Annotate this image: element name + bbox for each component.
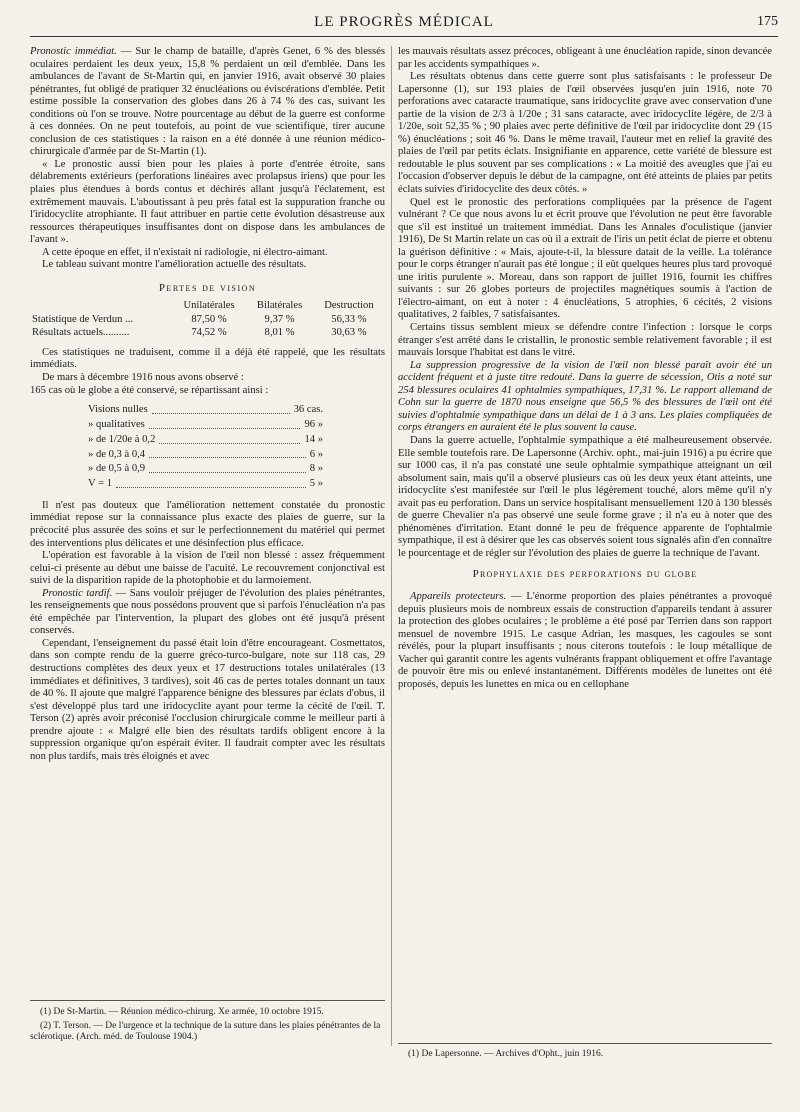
table-header: Destruction bbox=[324, 300, 374, 312]
paragraph-text: — Sans vouloir préjuger de l'évolution des plaies pénétrantes, les renseignements que nous possédons prouvent que si parfois l'énucléation n'a pas été empêchée par l'intervention, la plupart des globes ont été jusqu'à présent conservés. bbox=[30, 587, 385, 637]
list-value: 5 » bbox=[309, 478, 323, 490]
paragraph: Cependant, l'enseignement du passé était loin d'être encourageant. Cosmettatos, dans son compte rendu de la guerre gréco-turco-bulgare, note sur 118 cas, 29 destructions complètes des deux yeux et 17 destructions totales unilatérales (13 immédiates et définitives, 3 tardives), soit 46 cas de pertes totales donnant un taux de 40 %. Il ajoute que malgré l'apparence bénigne des blessures par éclats d'obus, il s'est développé plus tard une iridocyclite ayant pour terme la cécité de l'œil. T. Terson (2) après avoir préconisé l'occlusion chirurgicale comme le meilleur parti à prendre ajoute : « Malgré elle bien des résultats tardifs obligent encore à la suppression organique qu'on espérait éviter. Il faudrait compter avec les résultats non plus tardifs, mais très éloignés et avec bbox=[30, 637, 385, 762]
paragraph: Ces statistiques ne traduisent, comme il a déjà été rappelé, que les résultats immédiats. bbox=[30, 346, 385, 371]
paragraph: A cette époque en effet, il n'existait ni radiologie, ni électro-aimant. bbox=[42, 246, 328, 258]
list-item bbox=[88, 462, 323, 477]
leader-dots bbox=[159, 433, 300, 444]
list-value: 6 » bbox=[309, 448, 323, 460]
footnotes-left bbox=[30, 1000, 385, 1046]
paragraph bbox=[398, 591, 772, 691]
vision-loss-table bbox=[30, 300, 385, 339]
run-in-heading: Pronostic tardif. bbox=[42, 587, 113, 599]
footnote: (1) De St-Martin. — Réunion médico-chirurg. Xe armée, 10 octobre 1915. bbox=[40, 1007, 324, 1017]
page-number: 175 bbox=[757, 14, 778, 29]
leader-dots bbox=[152, 403, 290, 414]
column-divider bbox=[391, 46, 392, 1046]
paragraph: Dans la guerre actuelle, l'ophtalmie sympathique a été malheureusement observée. Elle semble toutefois rare. De Lapersonne (Archiv. opht., mai-juin 1916) a pu écrire que sur 1000 cas, il n'a pas constaté une seule ophtalmie sympathique atteignant un œil absolument sain, mais qu'il a observé plusieurs cas où les deux yeux étant atteints, une iridocyclite s'est manifestée sur l'œil le plus légèrement touché, alors même qu'il n'y avait pas eu perforation. Dans un service hospitalisant mensuellement 120 à 130 blessés de guerre Chevalier n'a pas observé une seule forme grave ; il n'a eu à noter que des phénomènes d'irritation. Etant donné le peu de fréquence apparente de l'ophtalmie sympathique, il est à désirer que les cas observés soient tous signalés afin d'en connaître le pourcentage et de régler sur l'évolution des plaies de guerre la technique de l'avant. bbox=[398, 434, 772, 559]
table-cell: 9,37 % bbox=[264, 313, 295, 325]
list-label: » de 0,5 à 0,9 bbox=[88, 463, 146, 475]
paragraph: L'opération est favorable à la vision de l'œil non blessé : assez fréquemment celui-ci présente au début une baisse de l'acuité. Le recouvrement conjonctival est suivi de la disparition rapide de la photophobie et du larmoiement. bbox=[30, 550, 385, 587]
paragraph: Quel est le pronostic des perforations compliquées par la présence de l'agent vulnérant ? Ce que nous avons lu et écrit prouve que l'évolution ne peut être favorable que s'il est institué un traitement immédiat. Dans les Annales d'oculistique (janvier 1916), De St Martin relate un cas où il a extrait de l'iris un petit éclat de pierre et obtenu la guérison définitive : « Mais, ajoute-t-il, la blessure datait de la veille. La tolérance pour le corps étranger n'aurait pas été longue ; il eût quelques heures plus tard provoqué une iritis purulente ». Moreau, dans son rapport de juillet 1916, fournit les chiffres suivants : sur 26 globes porteurs de projectiles magnétiques soumis à l'action de l'électro-aimant, on eut à noter : 4 énucléations, 5 atrophies, 6 cécités, 2 visions qualitatives, 2 faibles, 7 satisfaisantes. bbox=[398, 196, 772, 321]
paragraph: De mars à décembre 1916 nous avons observé : bbox=[42, 372, 244, 384]
list-label: » de 0,3 à 0,4 bbox=[88, 448, 146, 460]
paragraph: « Le pronostic aussi bien pour les plaies à porte d'entrée étroite, sans délabrements extérieurs (perforations linéaires avec prolapsus iriens) que pour les plaies plus étendues à bords contus et déchirés allant jusqu'à l'éclatement, est extrêmement mauvais. L'aboutissant à peu près fatal est la suppuration franche ou l'iridocyclite atrophiante. Il faut attribuer en partie cette évolution désastreuse aux ressources thérapeutiques insuffisantes dont on dispose dans les ambulances de l'avant ». bbox=[30, 158, 385, 246]
list-value: 14 » bbox=[304, 433, 323, 445]
table-cell: 8,01 % bbox=[264, 326, 295, 338]
footnote: (1) De Lapersonne. — Archives d'Opht., juin 1916. bbox=[408, 1049, 604, 1059]
table-title: Pertes de vision bbox=[158, 281, 257, 294]
paragraph-text: — L'énorme proportion des plaies pénétrantes a provoqué depuis plusieurs mois de nombreux essais de construction d'appareils tendant à assurer la protection des globes oculaires ; le problème a été posé par Terrien dans son rapport mensuel de novembre 1915. Le casque Adrian, les masques, les cagoules se sont révélés, pour la plupart insuffisants ; nous citerons toutefois : le loup métallique de Vacher qui garantit contre les agents vulnérants frappant obliquement et offre l'avantage de pouvoir être mis ou enlevé instantanément. Différents modèles de lunettes ont été proposés, depuis les lunettes en mica ou en cellophane bbox=[398, 590, 772, 690]
paragraph: Les résultats obtenus dans cette guerre sont plus satisfaisants : le professeur De Lapersonne (1), sur 193 plaies de l'œil observées jusqu'en juin 1916, note 70 perforations avec cataracte traumatique, sans iridocyclite grave avec conservation d'une partie de la vision de 2/3 à 1/20e ; 31 sans cataracte, avec iridocyclite légère, de 2/3 à 1/20e, soit 52,35 % ; 90 plaies avec perte définitive de l'œil par iridocyclite dont 29 (15 %) énucléations ; soit 46 %. Dans le même travail, l'auteur met en relief la gravité des plaies de l'œil par petits éclats. Insignifiante en apparence, cette variété de blessure est redoutable le plus souvent par ses complications : « La moitié des aveugles que j'ai eu l'occasion d'observer depuis le début de la campagne, ont été atteints de plaies par petits éclats suivies d'iridocyclite des deux côtés. » bbox=[398, 71, 772, 196]
left-column bbox=[30, 46, 385, 763]
table-header: Bilatérales bbox=[256, 300, 303, 312]
leader-dots bbox=[149, 462, 306, 473]
list-item bbox=[88, 448, 323, 463]
list-label: » qualitatives bbox=[88, 418, 145, 430]
page-header bbox=[30, 12, 778, 37]
table-row bbox=[30, 326, 385, 339]
run-in-heading: Pronostic immédiat. bbox=[30, 46, 117, 57]
paragraph bbox=[30, 588, 385, 638]
section-title: Prophylaxie des perforations du globe bbox=[472, 568, 698, 581]
table-cell: 74,52 % bbox=[191, 326, 227, 338]
run-in-heading: Appareils protecteurs. bbox=[410, 590, 507, 602]
list-item bbox=[88, 403, 323, 418]
paragraph: les mauvais résultats assez précoces, obligeant à une énucléation rapide, sinon devancée par les accidents sympathiques ». bbox=[398, 46, 772, 70]
leader-dots bbox=[149, 448, 306, 459]
paragraph: Certains tissus semblent mieux se défendre contre l'infection : lorsque le corps étranger s'est arrêté dans le cristallin, le pronostic semble relativement favorable ; il est mauvais lorsque l'habitat est dans le vitré. bbox=[398, 322, 772, 359]
paragraph: La suppression progressive de la vision de l'œil non blessé paraît avoir été un accident fréquent et à juste titre redouté. Dans la guerre de sécession, Otis a noté sur 254 blessures oculaires 41 ophtalmies sympathiques, 17,31 %. Le rapport allemand de Cohn sur la guerre de 1870 nous enseigne que 56,5 % des blessures de l'œil ont été suivies d'ophtalmie sympathique dans un délai de 1 à 3 ans. Les plaies compliquées de corps étrangers en auraient été le plus souvent la cause. bbox=[398, 359, 772, 434]
paragraph-text: — Sur le champ de bataille, d'après Genet, 6 % des blessés oculaires perdaient les deux yeux, 15,8 % perdaient un œil d'emblée. Dans les ambulances de l'avant de St-Martin qui, en janvier 1916, avait observé 30 plaies pénétrantes, fut obligé de pratiquer 32 énucléations ou éviscérations d'emblée. Petit estime possible la conservation des globes dans 26 à 74 % des cas, suivant les conditions où l'on se trouve. Notre pourcentage au début de la guerre est conforme à ces données. On ne peut toutefois, au point de vue scientifique, tirer aucune conclusion de ces statistiques : la raison en a été donnée à une réunion médico-chirurgicale d'armée par de St-Martin (1). bbox=[30, 46, 385, 158]
list-value: 8 » bbox=[309, 463, 323, 475]
leader-dots bbox=[149, 418, 301, 429]
table-cell: 87,50 % bbox=[191, 313, 227, 325]
paragraph: Il n'est pas douteux que l'amélioration nettement constatée du pronostic immédiat repose sur la connaissance plus exacte des plaies de guerre, sur la précocité plus assurée des soins et sur le perfectionnement du matériel qui permet des interventions plus délicates et une désinfection plus efficace. bbox=[30, 499, 385, 549]
list-item bbox=[88, 418, 323, 433]
list-label: Visions nulles bbox=[88, 404, 148, 416]
table-cell: Résultats actuels.......... bbox=[32, 326, 130, 338]
vision-list bbox=[88, 403, 323, 492]
list-item bbox=[88, 433, 323, 448]
table-cell: 56,33 % bbox=[331, 313, 367, 325]
list-value: 36 cas. bbox=[293, 404, 323, 416]
paragraph bbox=[30, 46, 385, 159]
footnotes-right bbox=[398, 1043, 772, 1063]
right-column bbox=[398, 46, 772, 691]
list-item bbox=[88, 477, 323, 492]
list-label: V = 1 bbox=[88, 478, 113, 490]
paragraph: Le tableau suivant montre l'amélioration actuelle des résultats. bbox=[42, 259, 307, 271]
table-cell: 30,63 % bbox=[331, 326, 367, 338]
table-header bbox=[30, 300, 172, 313]
paragraph: 165 cas où le globe a été conservé, se répartissant ainsi : bbox=[30, 384, 269, 396]
table-row bbox=[30, 313, 385, 326]
running-title: LE PROGRÈS MÉDICAL bbox=[314, 14, 494, 30]
table-header: Unilatérales bbox=[183, 300, 235, 312]
table-header-row bbox=[30, 300, 385, 313]
list-label: » de 1/20e à 0,2 bbox=[88, 433, 156, 445]
list-value: 96 » bbox=[304, 418, 323, 430]
leader-dots bbox=[116, 477, 306, 488]
table-cell: Statistique de Verdun ... bbox=[32, 313, 134, 325]
footnote: (2) T. Terson. — De l'urgence et la technique de la suture dans les plaies pénétrantes de la sclérotique. (Arch. méd. de Toulouse 1904.) bbox=[30, 1021, 381, 1042]
